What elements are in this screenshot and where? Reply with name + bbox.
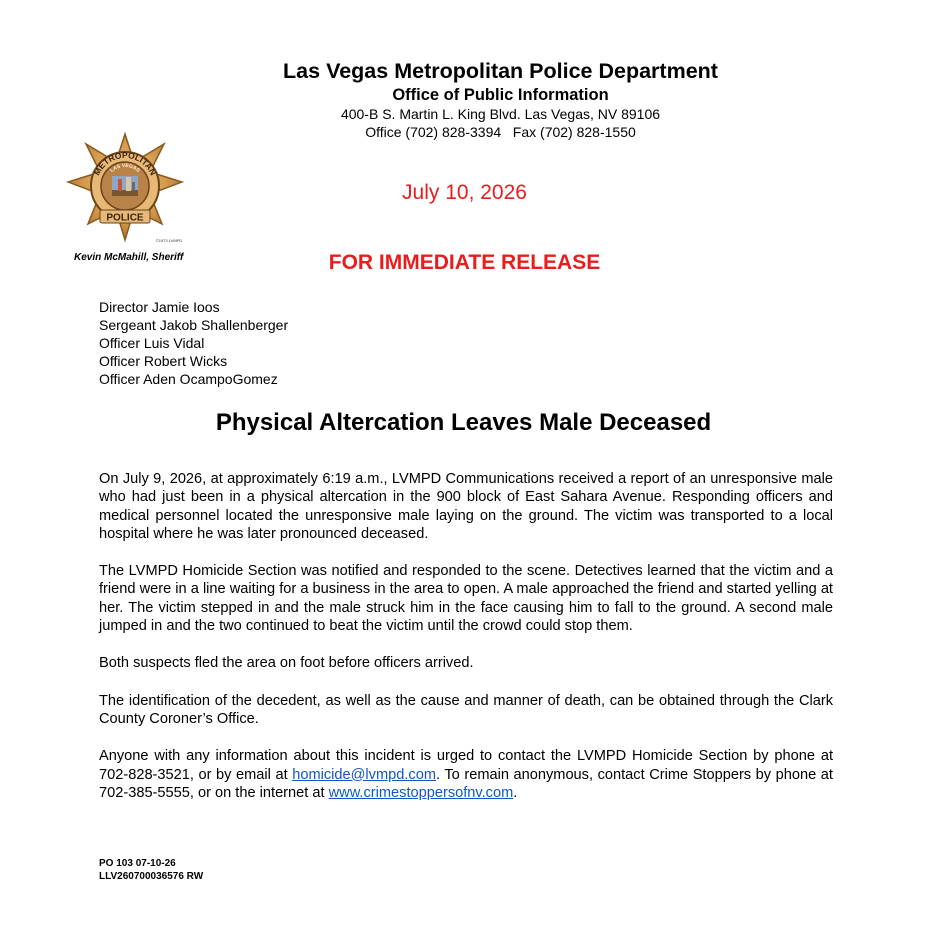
personnel-item: Officer Robert Wicks <box>99 353 228 369</box>
office-contact: Office (702) 828-3394 Fax (702) 828-1550 <box>365 124 636 140</box>
headline: Physical Altercation Leaves Male Deceased <box>215 409 712 436</box>
svg-text:©1973 LVMPD: ©1973 LVMPD <box>155 238 183 243</box>
personnel-item: Officer Luis Vidal <box>99 335 205 351</box>
body-paragraph: The LVMPD Homicide Section was notified and responded to the scene. Detectives learned that the victim and a friend were in a line waiting for a business in the area to open. A male approached the friend and started yelling at her. The victim stepped in and the male struck him in the face causing him to fall to the ground. A second male jumped in and the two continued to beat the victim until the crowd could stop them. <box>99 563 833 635</box>
body-paragraph: On July 9, 2026, at approximately 6:19 a.m., LVMPD Communications received a report of an unresponsive male who had just been in a physical altercation in the 900 block of East Sahara Avenue. Responding officers and medical personnel located the unresponsive male laying on the ground. The victim was transported to a local hospital where he was later pronounced deceased. <box>99 471 833 542</box>
release-date: July 10, 2026 <box>402 181 527 204</box>
svg-text:METROPOLITAN: METROPOLITAN <box>91 149 159 177</box>
personnel-item: Sergeant Jakob Shallenberger <box>99 317 289 333</box>
personnel-list <box>99 298 288 388</box>
svg-text:LAS VEGAS: LAS VEGAS <box>109 162 141 174</box>
office-address: 400-B S. Martin L. King Blvd. Las Vegas, NV 89106 <box>340 106 661 122</box>
sheriff-name: Kevin McMahill, Sheriff <box>74 252 184 263</box>
crimestoppers-link[interactable]: www.crimestoppersofnv.com <box>328 784 514 801</box>
organization-name: Las Vegas Metropolitan Police Department <box>283 59 718 83</box>
office-name: Office of Public Information <box>392 86 609 104</box>
body-paragraph: Both suspects fled the area on foot before officers arrived. <box>99 655 474 672</box>
homicide-email-link[interactable]: homicide@lvmpd.com <box>292 766 436 783</box>
contact-paragraph <box>99 747 833 802</box>
personnel-item: Director Jamie Ioos <box>99 299 220 315</box>
event-number: LLV260700036576 RW <box>99 871 204 882</box>
body-paragraph: The identification of the decedent, as well as the cause and manner of death, can be obtained through the Clark County Coroner’s Office. <box>99 692 833 727</box>
svg-text:POLICE: POLICE <box>106 212 144 224</box>
reference-codes <box>99 857 203 883</box>
press-office-number: PO 103 07-10-26 <box>99 858 176 869</box>
contact-text: . <box>513 784 518 801</box>
release-label: FOR IMMEDIATE RELEASE <box>328 251 601 274</box>
release-body <box>99 470 833 821</box>
personnel-item: Officer Aden OcampoGomez <box>99 371 278 387</box>
contact-text: . To remain anonymous, contact Crime Stoppers by phone at 702-385-5555, or on the internet at <box>99 766 833 801</box>
contact-text: Anyone with any information about this incident is urged to contact the LVMPD Homicide Section by phone at 702-828-3521, or by email at <box>99 748 833 783</box>
